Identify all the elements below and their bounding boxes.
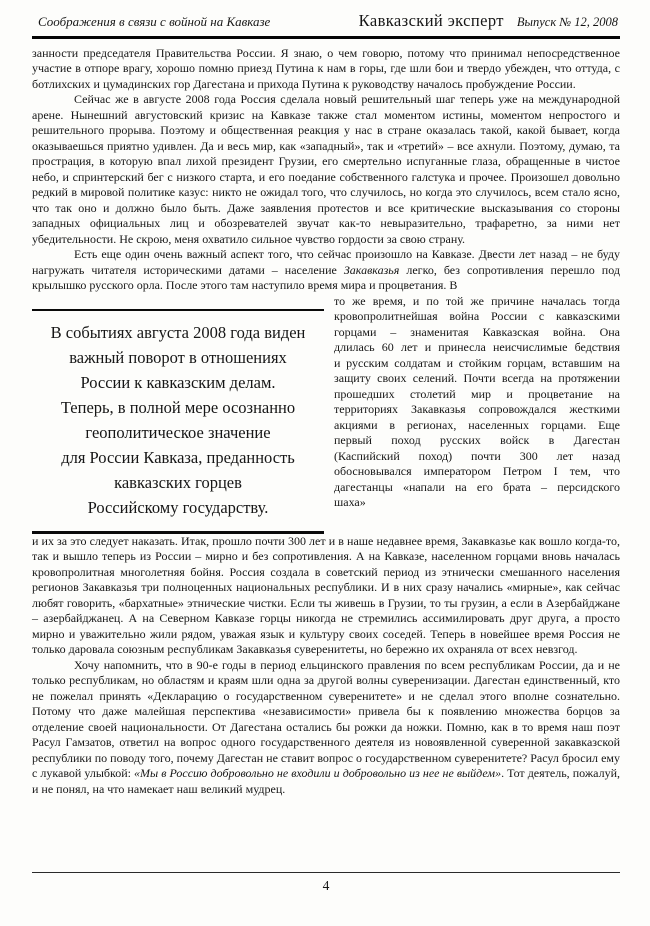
pullquote-text: В событиях августа 2008 года виден важный поворот в отношениях России к кавказским делам. Теперь, в полной мере осознанно геополитическое значение для России Кавказа, преданность кавказских горцев Российскому государству. bbox=[50, 323, 306, 517]
quoted-saying: «Мы в Россию добровольно не входили и добровольно из нее не выйдем» bbox=[134, 766, 502, 780]
paragraph-sovereignty bbox=[32, 658, 620, 798]
page-footer bbox=[32, 872, 620, 926]
paragraph-history-continuation: и их за это следует наказать. Итак, прошло почти 300 лет и в наше недавнее время, Закавказье как вошло когда-то, так и вышло теперь из России – мирно и без сопротивления. А на Кавказе, населенном горцами вновь началась кровопролитная многолетняя бойня. Россия создала в советский период из этнически смешанного населения регионов Закавказья три полноценных национальных республики. И в них сразу начались «мирные», как сейчас любят говорить, «бархатные» этнические чистки. Если ты живешь в Грузии, то ты грузин, а если в Азербайджане – азербайджанец. А на Северном Кавказе горцы никогда не стремились ассимилировать друг друга, а просто мирно и уважительно жили рядом, уважая язык и культуру своих соседей. Теперь в новейшее время Россия не только даровала союзным республикам Закавказья суверенитеты, но бережно их охраняла от всех невзгод. bbox=[32, 533, 620, 656]
wrapped-column-text: то же время, и по той же причине началась тогда кровопролитнейшая война России с кавказскими горцами – знаменитая Кавказская война. Она длилась 60 лет и принесла неисчислимые бедствия и русским солдатам и стойким горцам, вставшим на защиту своих селений. Почти всегда на протяжении прошедших столетий мир и процветание на территориях Закавказья сопровождался жесткими акциями в регионах, населенных горцами. Еще первый поход русских войск в Дагестан (Каспийский поход) почти 300 лет назад обосновывался императором Петром I тем, что дагестанцы «напали на его брата – персидского шаха» bbox=[334, 293, 620, 509]
page-header bbox=[32, 9, 620, 31]
paragraph-text: Хочу напомнить, что в 90-е годы в период ельцинского правления по всем республикам России, да и не только республикам, но областям и краям шли одна за другой волны суверенизации. Дагестан единственный, кто не пожелал принять «Декларацию о государственном суверенитете» и не сделал этого вполне сознательно. Потому что даже малейшая перспектива «независимости» привела бы к появлению множества борцов за отделение своей национальности. От Дагестана остались бы рожки да ножки. Помню, как в то время наш поэт Расул Гамзатов, ответил на вопрос одного государственного деятеля из новоявленной суверенной закавказской республики по поводу того, почему Дагестан не ставит вопрос о государственном суверенитете? Расул бросил ему с лукавой улыбкой: bbox=[32, 657, 620, 780]
paragraph-august-crisis: Сейчас же в августе 2008 года Россия сделала новый решительный шаг теперь уже на международной арене. Нынешний августовский кризис на Кавказе также стал моментом истины, моментом непростого и решительного прорыва. Поэтому и общественная реакция у нас в стране оказалась такой, какой бывает, когда оказываешься приятно удивлен. Да и весь мир, как «западный», так и «третий» – все ахнули. Поэтому, думаю, та прострация, в которую впал лихой президент Грузии, его смертельно испуганные глаза, обращенные в чистое небо, и спринтерский бег с низкого старта, и его поедание собственного галстука и прочее. Произошел довольно редкий в мировой политике казус: никто не ожидал того, что случилось, но когда это случилось, всем стало ясно, что так оно и должно было быть. Даже заявления протестов и все критические высказывания со стороны западных официальных лиц и обозревателей звучат как-то невыразительно, трафаретно, за ними нет убедительности. Не скрою, меня охватило сильное чувство гордости за свою страну. bbox=[32, 92, 620, 246]
article-body bbox=[32, 46, 620, 798]
paragraph-text: легко, без сопротивления перешло под крылышко русского орла. После этого там наступило время мира и процветания. В bbox=[32, 262, 620, 292]
journal-name: Кавказский эксперт bbox=[358, 11, 504, 30]
pull-quote bbox=[32, 294, 324, 534]
paragraph-continuation: занности председателя Правительства России. Я знаю, о чем говорю, потому что принимал непосредственное участие в отпоре врагу, хорошо помню приезд Путина к нам в горы, где шли бои и твердо убежден, что оттуда, с ботлихских и цумадинских гор Дагестана и прихода Путина к руководству началось пробуждение России. bbox=[32, 45, 620, 91]
page-number: 4 bbox=[322, 878, 330, 893]
paragraph-history-intro bbox=[32, 247, 620, 294]
paragraph-text: . Тот деятель, пожалуй, и не понял, на что намекает наш великий мудрец. bbox=[32, 766, 620, 796]
pullquote-section bbox=[32, 294, 620, 534]
paragraph-text: Есть еще один очень важный аспект того, что сейчас произошло на Кавказе. Двести лет назад – не буду нагружать читателя историческими датами – население bbox=[32, 247, 620, 277]
journal-header bbox=[359, 11, 618, 31]
emphasized-term: Закавказья bbox=[343, 262, 400, 277]
header-rule bbox=[32, 36, 620, 39]
running-title: Соображения в связи с войной на Кавказе bbox=[38, 14, 271, 29]
issue-label: Выпуск № 12, 2008 bbox=[516, 15, 618, 29]
